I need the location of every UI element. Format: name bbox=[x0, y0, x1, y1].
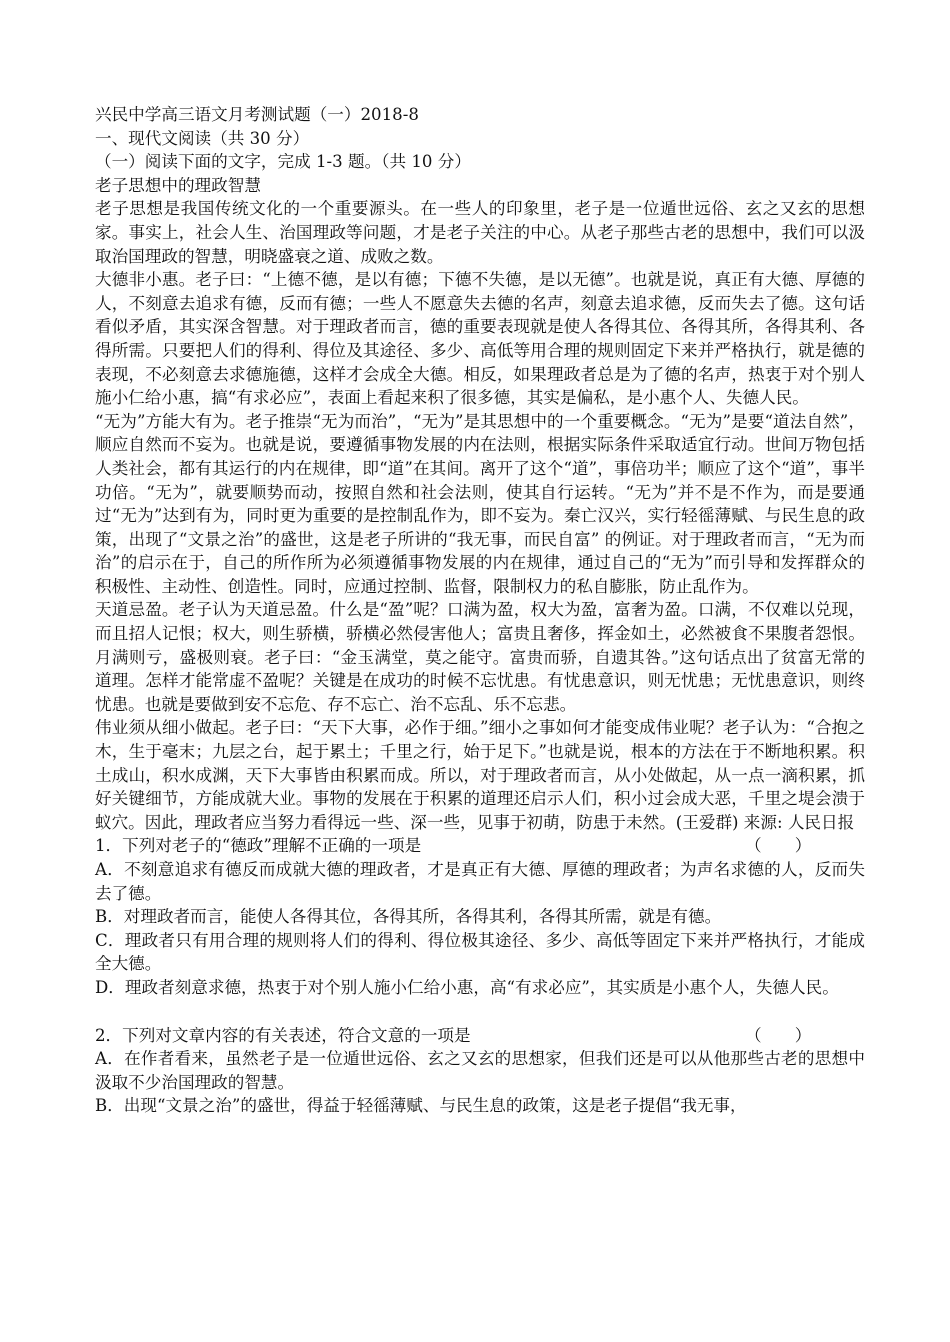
question-option: A．不刻意追求有德反而成就大德的理政者，才是真正有大德、厚德的理政者；为声名求德的人，反而失去了德。 bbox=[95, 860, 865, 903]
question-stem bbox=[95, 834, 865, 858]
article-paragraph: 大德非小惠。老子曰：“上德不德，是以有德；下德不失德，是以无德”。也就是说，真正有大德、厚德的人，不刻意去追求有德，反而有德；一些人不愿意失去德的名声，刻意去追求德，反而失去了德。这句话看似矛盾，其实深含智慧。对于理政者而言，德的重要表现就是使人各得其位、各得其所，各得其利、各得所需。只要把人们的得利、得位及其途径、多少、高低等用合理的规则固定下来并严格执行，就是德的表现，不必刻意去求德施德，这样才会成全大德。相反，如果理政者总是为了德的名声，热衷于对个别人施小仁给小惠，搞“有求必应”，表面上看起来积了很多德，其实是偏私，是小惠个人、失德人民。 bbox=[95, 270, 865, 408]
document-page bbox=[95, 103, 865, 1118]
question-option: B．出现“文景之治”的盛世，得益于轻徭薄赋、与民生息的政策，这是老子提倡“我无事， bbox=[95, 1096, 747, 1116]
question-option: A．在作者看来，虽然老子是一位遁世远俗、玄之又玄的思想家，但我们还是可以从他那些古老的思想中汲取不少治国理政的智慧。 bbox=[95, 1049, 865, 1092]
article-paragraph: 天道忌盈。老子认为天道忌盈。什么是“盈”呢？口满为盈，权大为盈，富奢为盈。口满，不仅难以兑现，而且招人记恨；权大，则生骄横，骄横必然侵害他人；富贵且奢侈，挥金如土，必然被食不果腹者怨恨。月满则亏，盛极则衰。老子曰：“金玉满堂，莫之能守。富贵而骄，自遗其咎。”这句话点出了贫富无常的道理。怎样才能常虚不盈呢？关键是在成功的时候不忘忧患。有忧患意识，则无忧患；无忧患意识，则终忧患。也就是要做到安不忘危、存不忘亡、治不忘乱、乐不忘悲。 bbox=[95, 600, 865, 714]
answer-bracket: （ ） bbox=[745, 1025, 812, 1045]
question-text: 1．下列对老子的“德政”理解不正确的一项是 bbox=[95, 836, 422, 856]
subsection-instruction: （一）阅读下面的文字，完成 1-3 题。（共 10 分） bbox=[95, 152, 471, 172]
article-paragraph: “无为”方能大有为。老子推崇“无为而治”，“无为”是其思想中的一个重要概念。“无为”是要“道法自然”，顺应自然而不妄为。也就是说，要遵循事物发展的内在法则，根据实际条件采取适宜行动。世间万物包括人类社会，都有其运行的内在规律，即“道”在其间。离开了这个“道”，事倍功半；顺应了这个“道”，事半功倍。“无为”，就要顺势而动，按照自然和社会法则，使其自行运转。“无为”并不是不作为，而是要通过“无为”达到有为，同时更为重要的是控制乱作为，即不妄为。秦亡汉兴，实行轻徭薄赋、与民生息的政策，出现了“文景之治”的盛世，这是老子所讲的“我无事，而民自富” 的例证。对于理政者而言，“无为而治”的启示在于，自己的所作所为必须遵循事物发展的内在规律，通过自己的“无为”而引导和发挥群众的积极性、主动性、创造性。同时，应通过控制、监督，限制权力的私自膨胀，防止乱作为。 bbox=[95, 411, 865, 596]
article-title: 老子思想中的理政智慧 bbox=[95, 175, 261, 195]
article-paragraph: 老子思想是我国传统文化的一个重要源头。在一些人的印象里，老子是一位遁世远俗、玄之又玄的思想家。事实上，社会人生、治国理政等问题，才是老子关注的中心。从老子那些古老的思想中，我们可以汲取治国理政的智慧，明晓盛衰之道、成败之数。 bbox=[95, 199, 865, 266]
article-paragraph: 伟业须从细小做起。老子曰：“天下大事，必作于细。”细小之事如何才能变成伟业呢？老子认为：“合抱之木，生于毫末；九层之台，起于累土；千里之行，始于足下。”也就是说，根本的方法在于不断地积累。积土成山，积水成渊，天下大事皆由积累而成。所以，对于理政者而言，从小处做起，从一点一滴积累，抓好关键细节，方能成就大业。事物的发展在于积累的道理还启示人们，积小过会成大恶，千里之堤会溃于蚁穴。因此，理政者应当努力看得远一些、深一些，见事于初萌，防患于未然。(王爱群) 来源: 人民日报 bbox=[95, 718, 865, 832]
answer-bracket: （ ） bbox=[745, 836, 812, 856]
section-heading: 一、现代文阅读（共 30 分） bbox=[95, 128, 310, 148]
question-option: D．理政者刻意求德，热衷于对个别人施小仁给小惠，高“有求必应”，其实质是小惠个人，失德人民。 bbox=[95, 977, 839, 997]
question-option: B．对理政者而言，能使人各得其位，各得其所，各得其利，各得其所需，就是有德。 bbox=[95, 907, 722, 927]
question-stem bbox=[95, 1024, 865, 1048]
question-option: C．理政者只有用合理的规则将人们的得利、得位极其途径、多少、高低等固定下来并严格执行，才能成全大德。 bbox=[95, 930, 865, 974]
exam-title: 兴民中学高三语文月考测试题（一）2018-8 bbox=[95, 105, 419, 124]
spacer bbox=[95, 1000, 865, 1024]
question-text: 2．下列对文章内容的有关表述，符合文意的一项是 bbox=[95, 1025, 471, 1045]
